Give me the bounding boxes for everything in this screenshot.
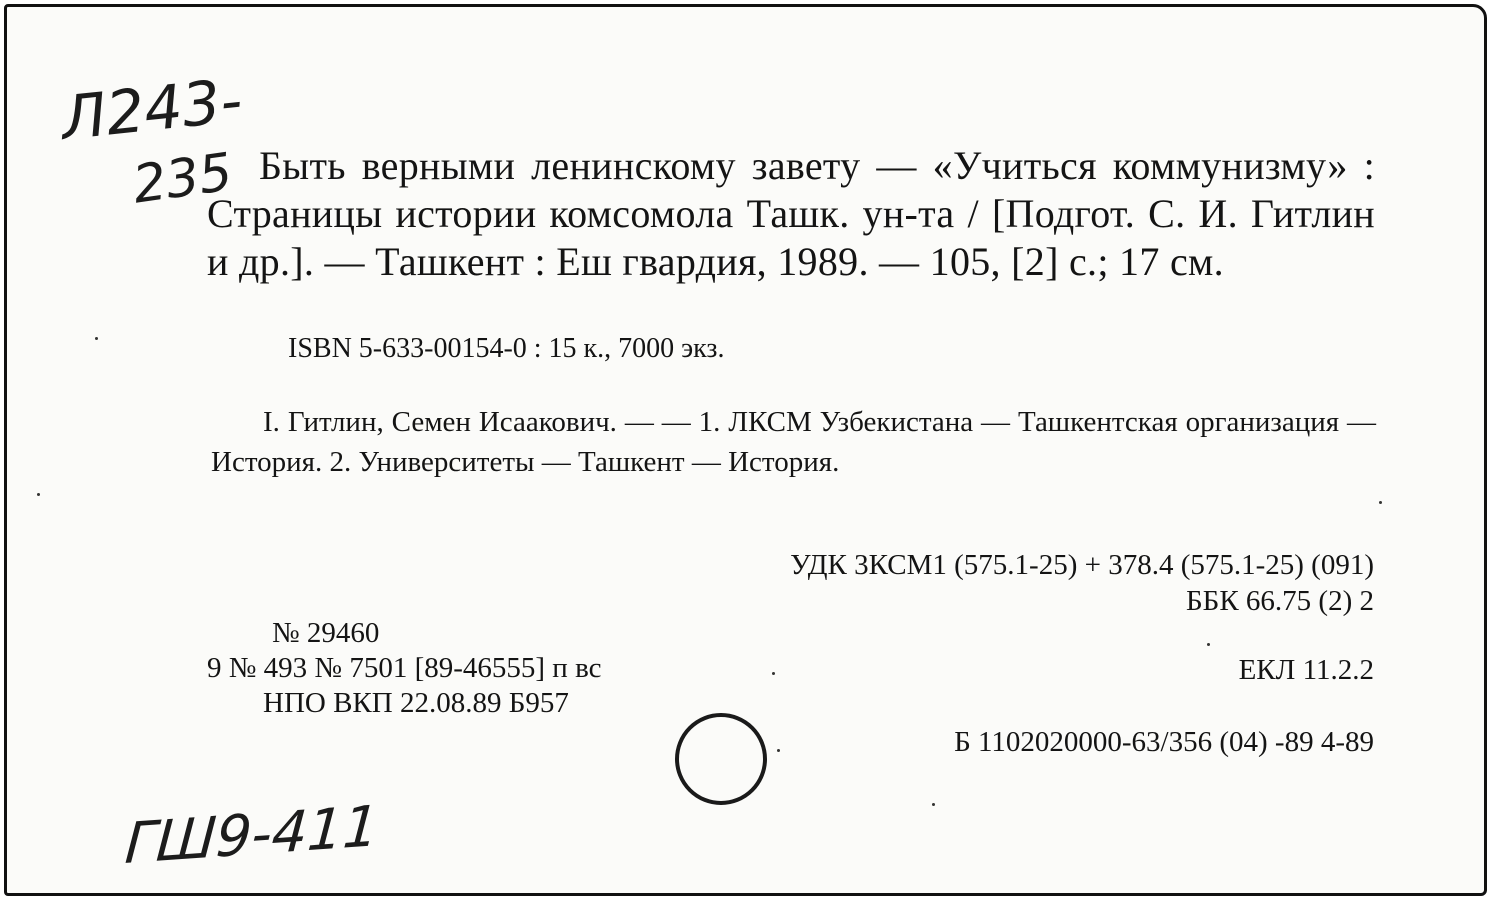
udk-line: УДК 3КСМ1 (575.1-25) + 378.4 (575.1-25) (091) <box>790 549 1374 581</box>
bbk-line: ББК 66.75 (2) 2 <box>1186 585 1374 617</box>
handwritten-bottom-note: ГШ9-411 <box>123 793 381 878</box>
ekl-line: ЕКЛ 11.2.2 <box>1238 654 1374 686</box>
scan-speck <box>1379 501 1382 504</box>
scan-speck <box>932 803 935 806</box>
tracings-text: I. Гитлин, Семен Исаакович. — — 1. ЛКСМ Узбекистана — Ташкентская организация — История. 2. Университеты — Ташкент — История. <box>211 406 1376 478</box>
subject-tracings <box>211 402 1376 482</box>
scan-speck <box>1207 643 1210 646</box>
scan-speck <box>777 749 780 752</box>
scan-speck <box>772 672 775 675</box>
handwritten-call-number-top: Л243- <box>57 65 246 155</box>
punch-hole-circle <box>675 713 767 805</box>
isbn-line: ISBN 5-633-00154-0 : 15 к., 7000 экз. <box>288 333 725 364</box>
order-line: 9 № 493 № 7501 [89-46555] п вс <box>207 652 602 684</box>
code-line: Б 1102020000-63/356 (04) -89 4-89 <box>954 726 1374 758</box>
publisher-line: НПО ВКП 22.08.89 Б957 <box>263 687 569 719</box>
catalog-card <box>4 4 1487 896</box>
scan-speck <box>37 493 40 496</box>
handwritten-call-number-bottom: 235 <box>129 142 236 216</box>
card-number: № 29460 <box>272 617 380 649</box>
scan-speck <box>95 337 98 340</box>
main-entry <box>207 142 1375 286</box>
main-entry-text: Быть верными ленинскому завету — «Учиться коммунизму» : Страницы истории комсомола Ташк. ун-та / [Подгот. С. И. Гитлин и др.]. — Ташкент : Еш гвардия, 1989. — 105, [2] с.; 17 см. <box>207 143 1375 284</box>
